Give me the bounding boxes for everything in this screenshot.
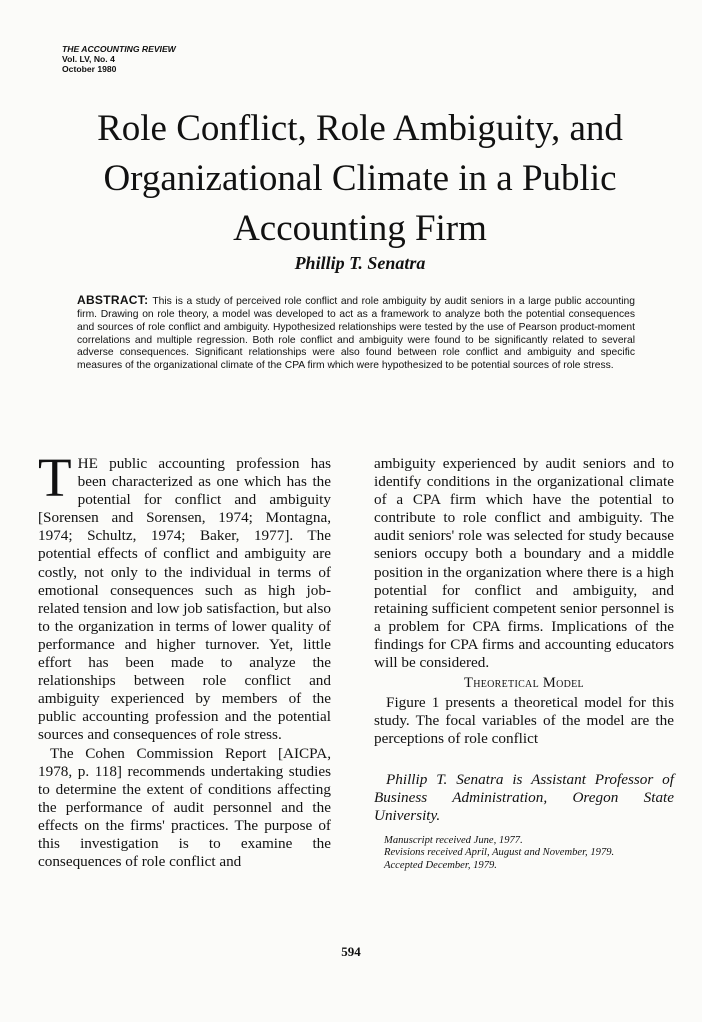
paragraph-intro-text: public accounting profession has been characterized as one which has the potential for conflict and ambiguity [Sorensen and Sorensen, 1974; Montagna, 1974; Schultz, 1974; Baker, 1977]. The potential effects of conflict and ambiguity are costly, not only to the individual in terms of emotional consequences such as high job-related tension and low job satisfaction, but also to the organization in terms of lower quality of performance and higher turnover. Yet, little effort has been made to analyze the relationships between role conflict and ambiguity experienced by members of the public accounting profession and the potential sources and consequences of role stress. [38,455,331,744]
journal-volume: Vol. LV, No. 4 [62,54,115,64]
journal-date: October 1980 [62,64,117,74]
drop-cap: T [38,447,72,508]
abstract-text: This is a study of perceived role conflict and role ambiguity by audit seniors in a large public accounting firm. Drawing on role theory, a model was developed to act as a framework to analyze both the potential consequences and sources of role conflict and ambiguity. Hypothesized relationships were tested by the use of Pearson product-moment correlations and multiple regression. Both role conflict and ambiguity were found to be significantly related to several adverse consequences. Significant relationships were also found between role conflict and ambiguity and specific measures of the organizational climate of the CPA firm which were hypothesized to be potential sources of role stress. [77,296,635,372]
paragraph-cohen: The Cohen Commission Report [AICPA, 1978, p. 118] recommends undertaking studies to determine the extent of conditions affecting the performance of audit personnel and the effects on the firms' practices. The purpose of this investigation is to examine the consequences of role conflict and [38,744,331,871]
accepted-date: Accepted December, 1979. [384,859,497,871]
journal-name: THE ACCOUNTING REVIEW [62,44,176,54]
page-number: 594 [341,944,361,959]
title-line-2: Organizational Climate in a Public [103,158,617,199]
title-line-3: Accounting Firm [233,208,487,249]
first-word: HE [77,455,98,472]
left-column [38,447,331,871]
paragraph-intro [38,447,331,745]
manuscript-dates [384,835,674,873]
journal-header [62,44,176,74]
title-line-1: Role Conflict, Role Ambiguity, and [97,108,623,149]
section-heading: Theoretical Model [464,675,584,692]
abstract-label: ABSTRACT: [77,293,149,307]
article-title [40,104,680,254]
abstract [77,294,635,373]
received-date: Manuscript received June, 1977. [384,834,523,846]
revisions-date: Revisions received April, August and November, 1979. [384,847,615,859]
author-bio: Phillip T. Senatra is Assistant Professor of Business Administration, Oregon State University. [374,770,674,824]
author-name: Phillip T. Senatra [294,253,426,273]
paragraph-model: Figure 1 presents a theoretical model for this study. The focal variables of the model are the perceptions of role conflict [374,694,674,748]
right-column [374,455,674,873]
paragraph-continued: ambiguity experienced by audit seniors and to identify conditions in the organizational climate of a CPA firm which have the potential to contribute to role conflict and ambiguity. The audit seniors' role was selected for study because seniors occupy both a boundary and a middle position in the organization where there is a high potential for conflict and ambiguity, and retaining sufficient competent senior personnel is a problem for CPA firms. Implications of the findings for CPA firms and accounting educators will be considered. [374,455,674,672]
